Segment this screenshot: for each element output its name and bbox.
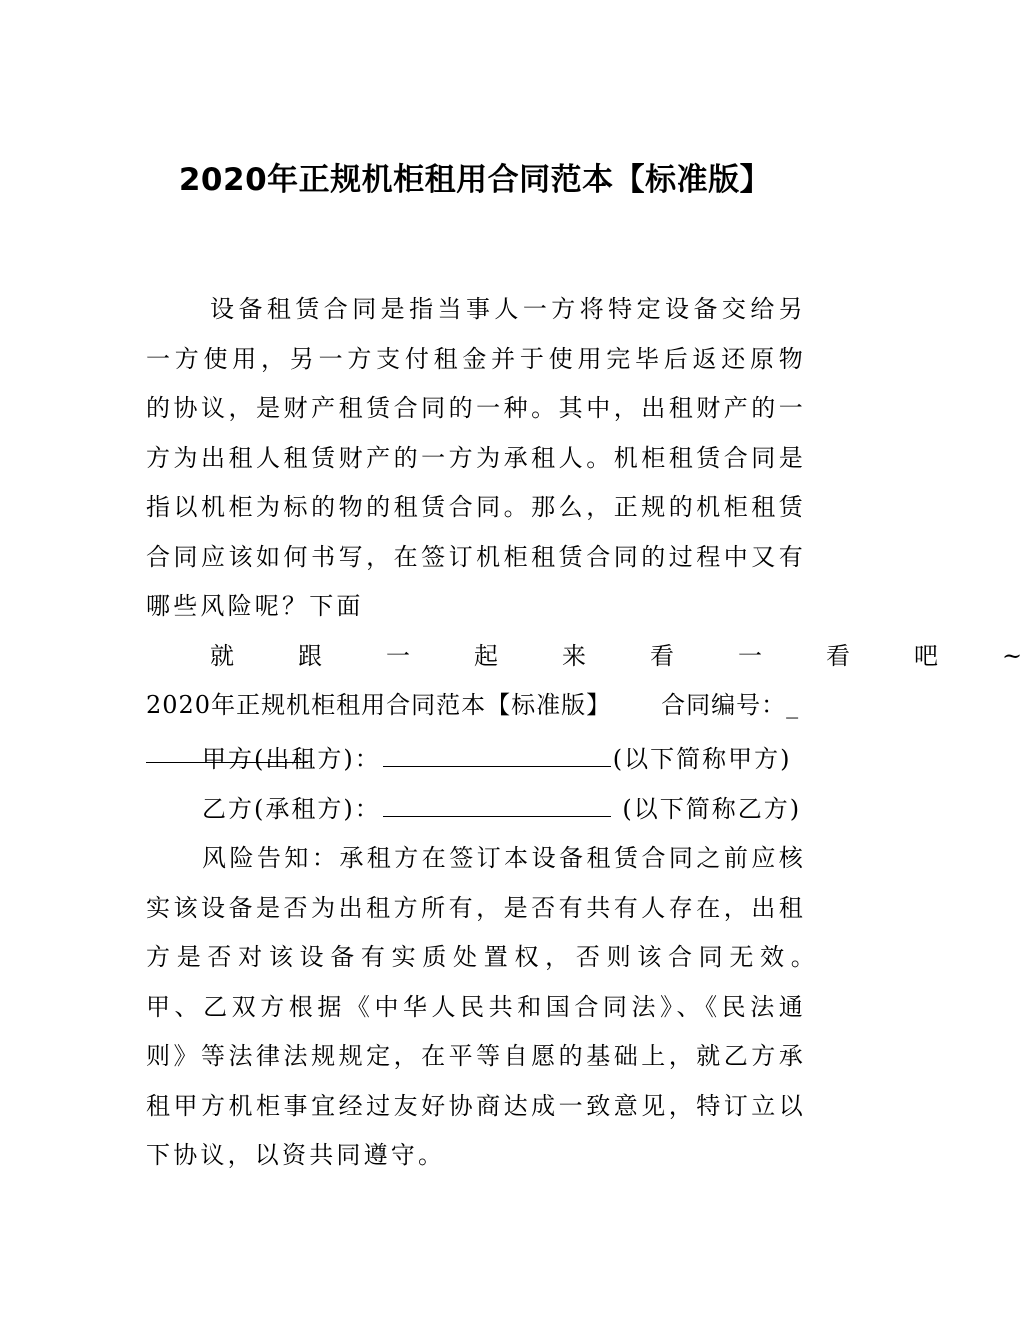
intro-text: 设备租赁合同是指当事人一方将特定设备交给另一方使用，另一方支付租金并于使用完毕后返还原物 的协议，是财产租赁合同的一种。其中，出租财产的一方为出租人租赁财产的一方为承租人。机柜租赁合同是指以机柜为标的物的租赁合同。那么，正规的机柜租赁合同应该如何书写，在签订机柜租赁合同的过程中又有哪些风险呢？下面 [146, 295, 806, 620]
spread-char: 看 [826, 641, 850, 670]
intro-paragraph [146, 285, 1022, 780]
party-a-suffix: (以下简称甲方) [612, 745, 792, 773]
document-title: 2020年正规机柜租用合同范本【标准版】 [178, 162, 772, 198]
spread-char: 吧 [914, 641, 938, 670]
party-b-blank [383, 796, 611, 817]
party-b-label: 乙方(承租方)： [202, 794, 381, 823]
party-a-label: 甲方(出租方)： [202, 745, 381, 773]
spread-char: 看 [650, 641, 674, 670]
repeat-title-line [146, 681, 806, 731]
party-b-suffix: (以下简称乙方) [612, 794, 802, 823]
risk-paragraph: 风险告知：承租方在签订本设备租赁合同之前应核实该设备是否为出租方所有，是否有共有人存在，出租方是否对该设备有实质处置权，否则该合同无效。 甲、乙双方根据《中华人民共和国合同法》、《民法通则》等法律法规规定，在平等自愿的基础上，就乙方承租甲方机柜事宜经过友好协商达成一致意见，特订立以下协议，以资共同遵守。 [146, 844, 861, 1169]
spread-char: 来 [562, 641, 586, 670]
spread-char: 一 [386, 641, 410, 670]
spread-char: ~ [1002, 641, 1022, 670]
spread-char: 起 [474, 641, 498, 670]
spread-char: 一 [738, 641, 762, 670]
spread-char: 就 [210, 641, 234, 670]
repeat-title: 2020年正规机柜租用合同范本【标准版】 [146, 691, 612, 719]
parties-section [146, 735, 806, 834]
party-b-line [146, 785, 806, 835]
spread-line [146, 632, 1022, 682]
spread-char: 跟 [298, 641, 322, 670]
party-a-line [146, 735, 806, 785]
party-a-blank [383, 746, 611, 767]
contract-number-label: 合同编号：_ [661, 691, 800, 719]
